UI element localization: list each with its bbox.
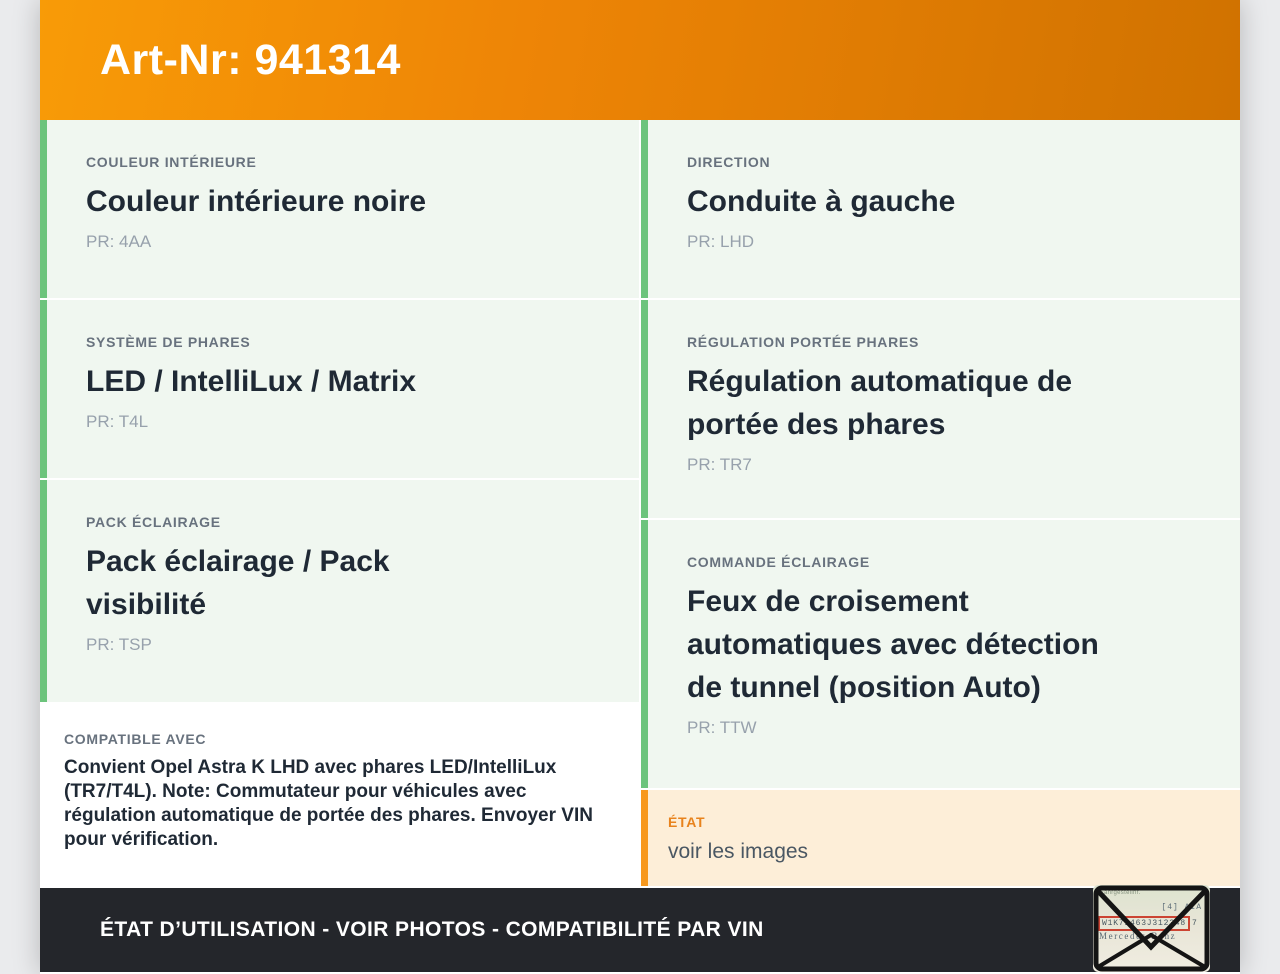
spec-value: Conduite à gauche — [687, 184, 956, 218]
header-banner — [40, 0, 1240, 120]
spec-pr-code: PR: TSP — [86, 635, 152, 655]
spec-column-left — [40, 120, 639, 886]
spec-pr-code: PR: LHD — [687, 231, 755, 251]
article-number-title: Art-Nr: 941314 — [100, 35, 401, 84]
spec-label: PACK ÉCLAIRAGE — [86, 514, 221, 530]
spec-value: Feux de croisement automatiques avec détection de tunnel (position Auto) — [687, 584, 1099, 705]
etat-value: voir les images — [668, 839, 809, 863]
spec-card-couleur-interieure — [40, 120, 639, 298]
compatible-text: Convient Opel Astra K LHD avec phares LED/IntelliLux (TR7/T4L). Note: Commutateur pour véhicules avec régulation automatique de portée des phares. Envoyer VIN pour vérification. — [64, 756, 593, 851]
spec-label: RÉGULATION PORTÉE PHARES — [687, 334, 920, 350]
etat-card — [641, 790, 1240, 886]
spec-value: Pack éclairage / Pack visibilité — [86, 544, 390, 621]
compatible-avec-card — [40, 704, 639, 886]
footer-bar — [40, 888, 1240, 972]
compatible-label: COMPATIBLE AVEC — [64, 731, 207, 747]
spec-value: Régulation automatique de portée des phares — [687, 364, 1073, 441]
spec-label: COMMANDE ÉCLAIRAGE — [687, 554, 870, 570]
vin-doc-label: Fahrgestellnr. — [1100, 890, 1141, 896]
spec-pr-code: PR: 4AA — [86, 231, 152, 251]
spec-card-commande-eclairage — [641, 520, 1240, 788]
spec-pr-code: PR: T4L — [86, 411, 149, 431]
spec-value: LED / IntelliLux / Matrix — [86, 364, 417, 398]
spec-cards-area — [40, 120, 1240, 886]
spec-label: COULEUR INTÉRIEURE — [86, 154, 257, 170]
vin-doc-hint: [4] AIA — [1161, 903, 1202, 912]
spec-card-direction — [641, 120, 1240, 298]
vin-suffix: 7 — [1192, 919, 1197, 929]
vin-document-envelope-image — [1093, 885, 1210, 972]
envelope-icon — [1093, 885, 1210, 972]
vin-highlight-box: W1K71463J312348 — [1098, 916, 1190, 931]
spec-pr-code: PR: TTW — [687, 718, 757, 738]
footer-text: ÉTAT D’UTILISATION - VOIR PHOTOS - COMPATIBILITÉ PAR VIN — [100, 918, 764, 941]
spec-card-systeme-phares — [40, 300, 639, 478]
spec-card-pack-eclairage — [40, 480, 639, 702]
spec-value: Couleur intérieure noire — [86, 184, 427, 218]
spec-card-regulation-portee — [641, 300, 1240, 518]
spec-pr-code: PR: TR7 — [687, 455, 752, 475]
etat-label: ÉTAT — [668, 814, 706, 830]
spec-label: SYSTÈME DE PHARES — [86, 334, 251, 350]
vin-doc-brand: Mercedes-Benz — [1099, 931, 1177, 941]
spec-column-right — [641, 120, 1240, 886]
spec-label: DIRECTION — [687, 154, 771, 170]
content-panel — [40, 0, 1240, 974]
